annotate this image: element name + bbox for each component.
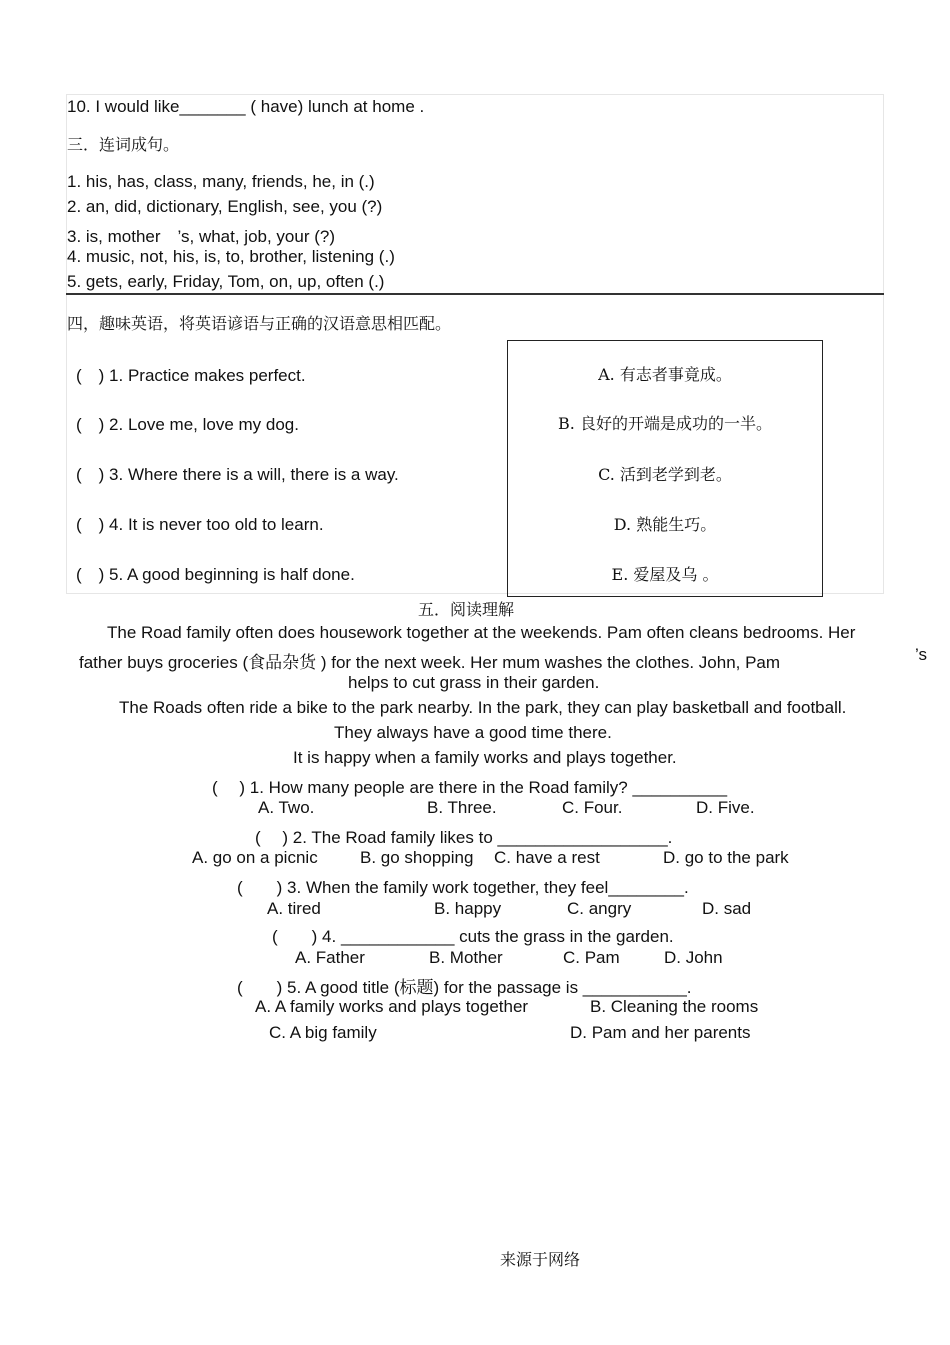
passage-line: ’s <box>915 645 927 664</box>
passage-line: The Roads often ride a bike to the park nearby. In the park, they can play basketball and football. <box>119 698 847 717</box>
sentence-item: 5. gets, early, Friday, Tom, on, up, often (.) <box>67 272 385 291</box>
section-five-title: 五．阅读理解 <box>418 600 515 619</box>
passage-line: It is happy when a family works and plays together. <box>293 748 677 767</box>
meanings-box <box>507 340 823 597</box>
option: D. go to the park <box>663 848 789 867</box>
option: C. have a rest <box>494 848 600 867</box>
section-four-title: 四，趣味英语，将英语谚语与正确的汉语意思相匹配。 <box>67 314 452 333</box>
sentence-item: 4. music, not, his, is, to, brother, listening (.) <box>67 247 395 266</box>
option: C. A big family <box>269 1023 377 1042</box>
proverb-item: ( ) 3. Where there is a will, there is a way. <box>76 465 399 484</box>
option: A. go on a picnic <box>192 848 318 867</box>
option: A. A family works and plays together <box>255 997 529 1016</box>
option: D. John <box>664 948 723 967</box>
meaning-item: E. 爱屋及乌 。 <box>611 565 719 584</box>
meaning-item: C. 活到老学到老。 <box>598 465 732 484</box>
option: B. happy <box>434 899 502 918</box>
meaning-item: B. 良好的开端是成功的一半。 <box>558 414 772 433</box>
option: D. Five. <box>696 798 755 817</box>
option: B. Three. <box>427 798 497 817</box>
question-text: ( ) 4. ____________ cuts the grass in the garden. <box>272 927 674 946</box>
option: D. Pam and her parents <box>570 1023 751 1042</box>
question-10: 10. I would like_______ ( have) lunch at home . <box>67 97 425 116</box>
question-text: ( ) 3. When the family work together, they feel________. <box>237 878 689 897</box>
meaning-item: D. 熟能生巧。 <box>613 515 717 534</box>
proverb-item: ( ) 4. It is never too old to learn. <box>76 515 324 534</box>
section-three-title: 三．连词成句。 <box>67 135 180 154</box>
table-top-border <box>66 94 884 95</box>
sentence-item: 1. his, has, class, many, friends, he, in (.) <box>67 172 375 191</box>
proverb-item: ( ) 5. A good beginning is half done. <box>76 565 355 584</box>
table-right-border <box>883 94 884 594</box>
option: B. go shopping <box>360 848 474 867</box>
question-text: ( ) 5. A good title (标题) for the passage is ___________. <box>237 978 692 997</box>
meaning-item: A. 有志者事竟成。 <box>598 365 732 384</box>
option: B. Mother <box>429 948 503 967</box>
option: C. Pam <box>563 948 620 967</box>
option: B. Cleaning the rooms <box>590 997 759 1016</box>
passage-line: helps to cut grass in their garden. <box>348 673 600 692</box>
proverb-item: ( ) 1. Practice makes perfect. <box>76 366 306 385</box>
option: A. Father <box>295 948 365 967</box>
option: C. Four. <box>562 798 623 817</box>
footer-source: 来源于网络 <box>500 1250 581 1269</box>
question-text: ( ) 1. How many people are there in the Road family? __________ <box>212 778 728 797</box>
proverb-item: ( ) 2. Love me, love my dog. <box>76 415 299 434</box>
option: C. angry <box>567 899 632 918</box>
table-left-border <box>66 94 67 594</box>
option: D. sad <box>702 899 752 918</box>
passage-line: They always have a good time there. <box>334 723 612 742</box>
sentence-item: 2. an, did, dictionary, English, see, you (?) <box>67 197 383 216</box>
passage-line: The Road family often does housework together at the weekends. Pam often cleans bedrooms. Her <box>107 623 856 642</box>
option: A. Two. <box>258 798 315 817</box>
option: A. tired <box>267 899 321 918</box>
passage-line: father buys groceries (食品杂货 ) for the next week. Her mum washes the clothes. John, Pam <box>79 653 781 672</box>
sentence-item: 3. is, mother ’s, what, job, your (?) <box>67 227 336 246</box>
question-text: ( ) 2. The Road family likes to __________________. <box>255 828 673 847</box>
section-divider <box>66 293 884 295</box>
